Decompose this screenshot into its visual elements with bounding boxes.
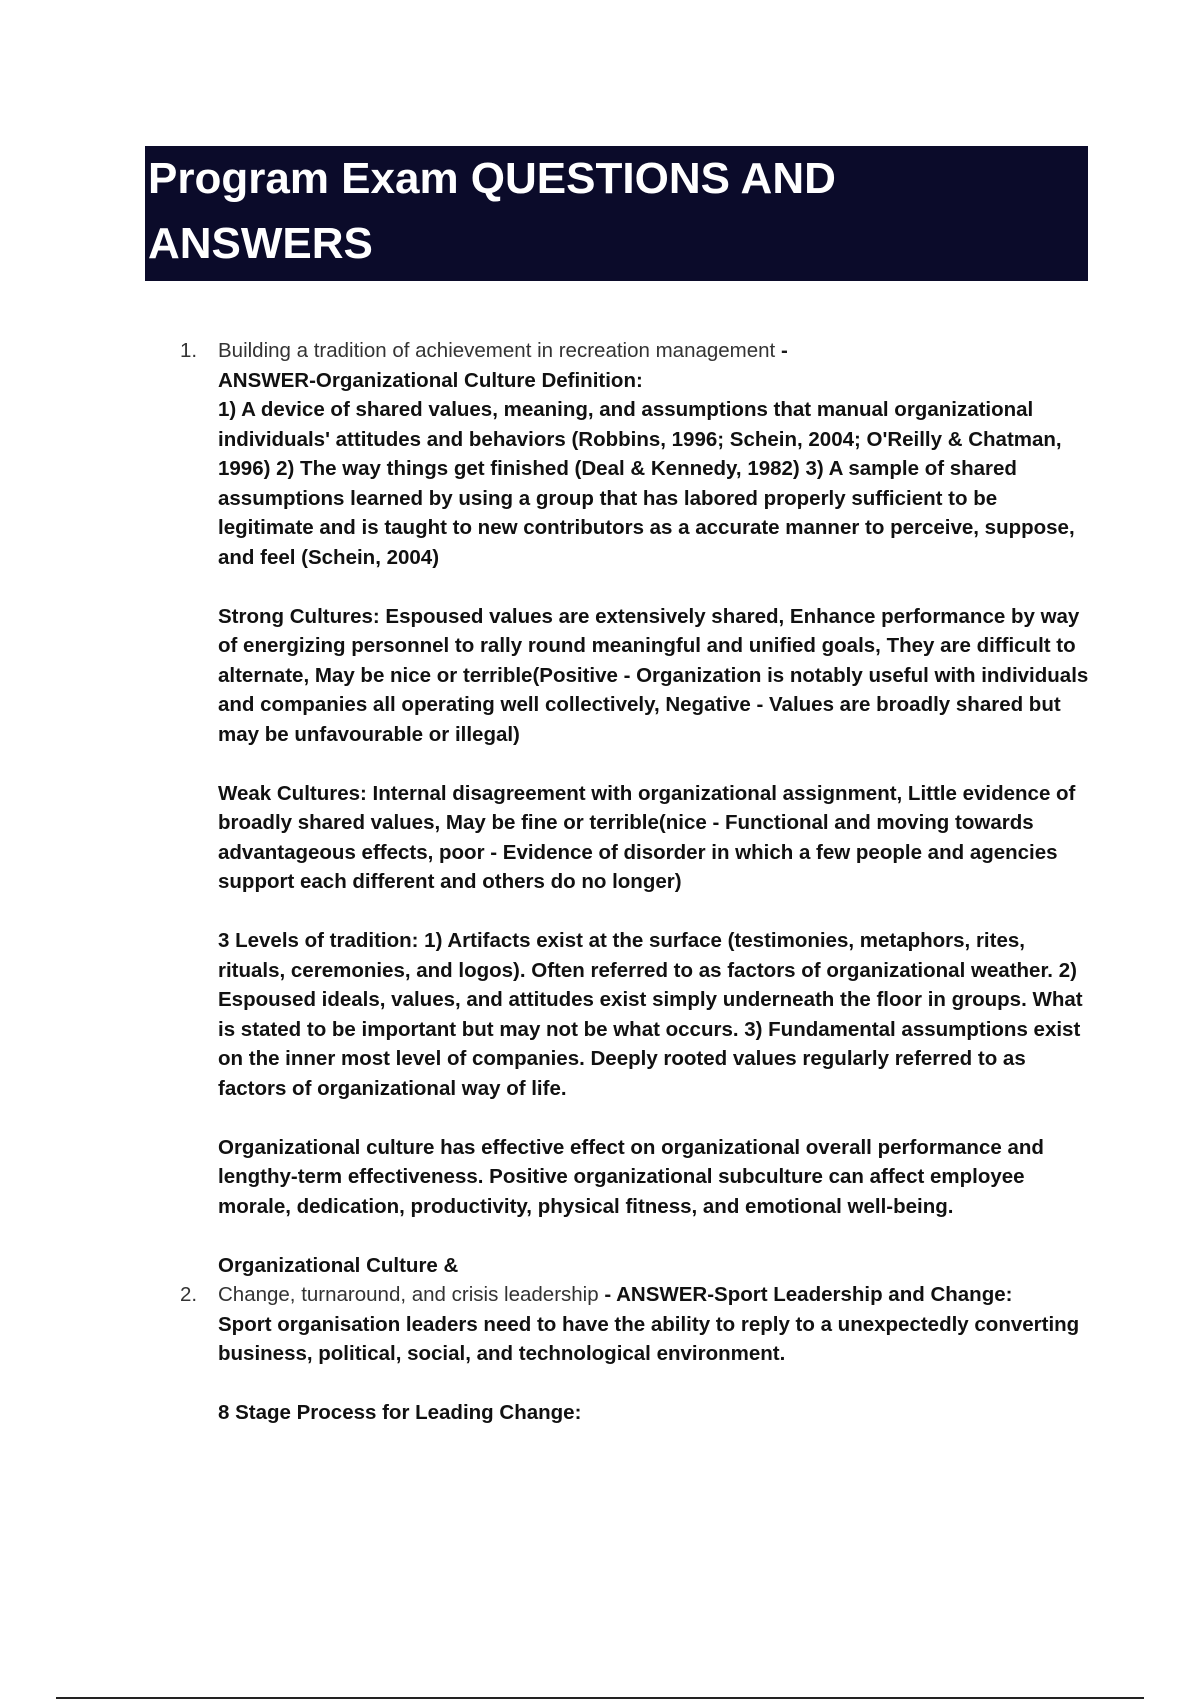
answer-paragraph: Organizational culture has effective effect on organizational overall performance and lengthy-term effectiveness. Positive organizational subculture can affect employee morale, dedication, productivity, physical fitness, and emotional well-being. [218,1135,1044,1218]
answer-heading: ANSWER-Sport Leadership and Change: [616,1283,1013,1306]
title-line-1: Program Exam QUESTIONS AND [148,154,836,203]
question-separator: - [775,339,788,362]
answer-paragraph: Weak Cultures: Internal disagreement with organizational assignment, Little evidence of broadly shared values, May be fine or terrible(nice - Functional and moving towards advantageous effects, poor - Evidence of disorder in which a few people and agencies support each different and others do no longer) [218,781,1076,893]
question-number: 2. [180,1283,198,1306]
question-text: Building a tradition of achievement in recreation management [218,339,776,362]
answer-paragraph: 3 Levels of tradition: 1) Artifacts exist at the surface (testimonies, metaphors, rites, rituals, ceremonies, and logos). Often referred to as factors of organizational weather. 2) Espoused ideals, values, and attitudes exist simply underneath the floor in groups. What is stated to be important but may not be what occurs. 3) Fundamental assumptions exist on the inner most level of companies. Deeply rooted values regularly referred to as factors of organizational way of life. [218,929,1083,1100]
document-title-banner [145,146,1088,281]
question-list [180,336,1090,1428]
footer-rule [56,1697,1144,1699]
answer-paragraph: Strong Cultures: Espoused values are extensively shared, Enhance performance by way of energizing personnel to rally round meaningful and unified goals, They are difficult to alternate, May be nice or terrible(Positive - Organization is notably useful with individuals and companies all operating well collectively, Negative - Values are broadly shared but may be unfavourable or illegal) [218,604,1089,746]
answer-paragraph: 8 Stage Process for Leading Change: [218,1401,582,1424]
answer-paragraph: Sport organisation leaders need to have the ability to reply to a unexpectedly converting business, political, social, and technological environment. [218,1312,1080,1365]
question-item-1 [180,336,1090,1280]
question-separator: - [598,1283,617,1306]
question-number: 1. [180,339,198,362]
question-line [218,1280,1090,1310]
answer-paragraph: 1) A device of shared values, meaning, and assumptions that manual organizational individuals' attitudes and behaviors (Robbins, 1996; Schein, 2004; O'Reilly & Chatman, 1996) 2) The way things get finished (Deal & Kennedy, 1982) 3) A sample of shared assumptions learned by using a group that has labored properly sufficient to be legitimate and is taught to new contributors as a accurate manner to perceive, suppose, and feel (Schein, 2004) [218,398,1075,569]
answer-heading: ANSWER-Organizational Culture Definition: [218,368,643,392]
question-item-2 [180,1280,1090,1428]
question-line [218,336,1090,366]
title-line-2: ANSWERS [148,219,373,268]
answer-paragraph: Organizational Culture & [218,1253,459,1277]
question-text: Change, turnaround, and crisis leadership [218,1283,599,1306]
